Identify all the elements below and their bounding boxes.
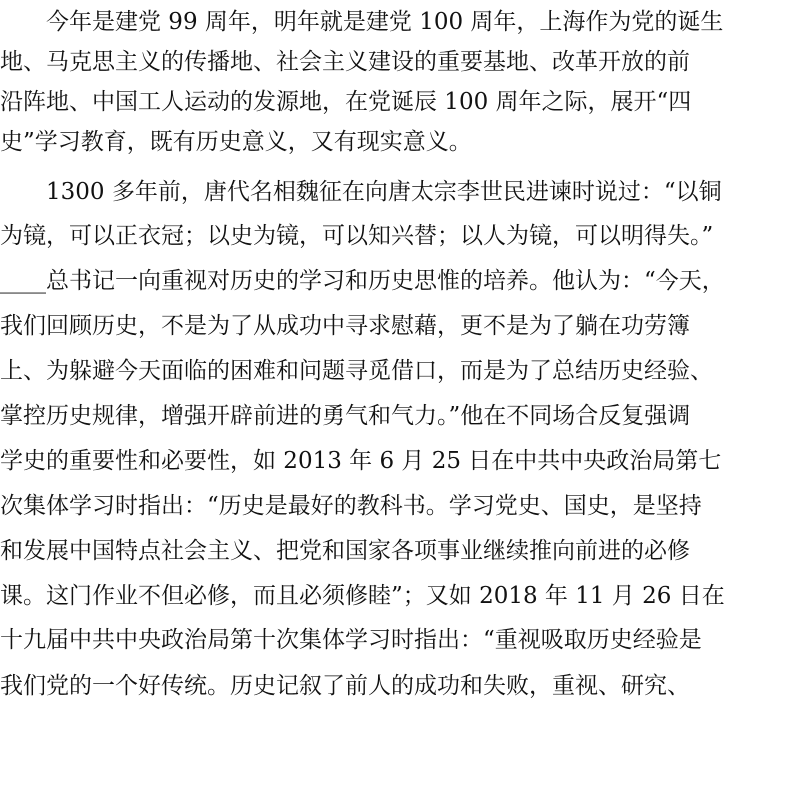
text-line: 和发展中国特点社会主义、把党和国家各项事业继续推向前进的必修 [0, 538, 690, 564]
text-line: 掌控历史规律，增强开辟前进的勇气和气力。”他在不同场合反复强调 [0, 403, 691, 429]
text-line: 史”学习教育，既有历史意义，又有现实意义。 [0, 129, 472, 155]
text-line: 为镜，可以正衣冠；以史为镜，可以知兴替；以人为镜，可以明得失。” [0, 223, 714, 249]
text-line: ____总书记一向重视对历史的学习和历史思惟的培养。他认为：“今天， [0, 268, 725, 294]
text-line: 十九届中共中央政治局第十次集体学习时指出：“重视吸取历史经验是 [0, 627, 702, 653]
text-line: 我们党的一个好传统。历史记叙了前人的成功和失败，重视、研究、 [0, 673, 690, 699]
text-line: 上、为躲避今天面临的困难和问题寻觅借口，而是为了总结历史经验、 [0, 358, 713, 384]
text-line: 今年是建党 99 周年，明年就是建党 100 周年，上海作为党的诞生 [0, 9, 724, 35]
text-line: 课。这门作业不但必修，而且必须修睦”；又如 2018 年 11 月 26 日在 [0, 583, 725, 609]
text-line: 1300 多年前，唐代名相魏征在向唐太宗李世民进谏时说过：“以铜 [0, 179, 722, 205]
text-line: 我们回顾历史，不是为了从成功中寻求慰藉，更不是为了躺在功劳簿 [0, 313, 690, 339]
text-line: 地、马克思主义的传播地、社会主义建设的重要基地、改革开放的前 [0, 49, 690, 75]
text-line: 学史的重要性和必要性，如 2013 年 6 月 25 日在中共中央政治局第七 [0, 448, 722, 474]
text-line: 沿阵地、中国工人运动的发源地，在党诞辰 100 周年之际，展开“四 [0, 89, 692, 115]
text-line: 次集体学习时指出：“历史是最好的教科书。学习党史、国史，是坚持 [0, 493, 702, 519]
